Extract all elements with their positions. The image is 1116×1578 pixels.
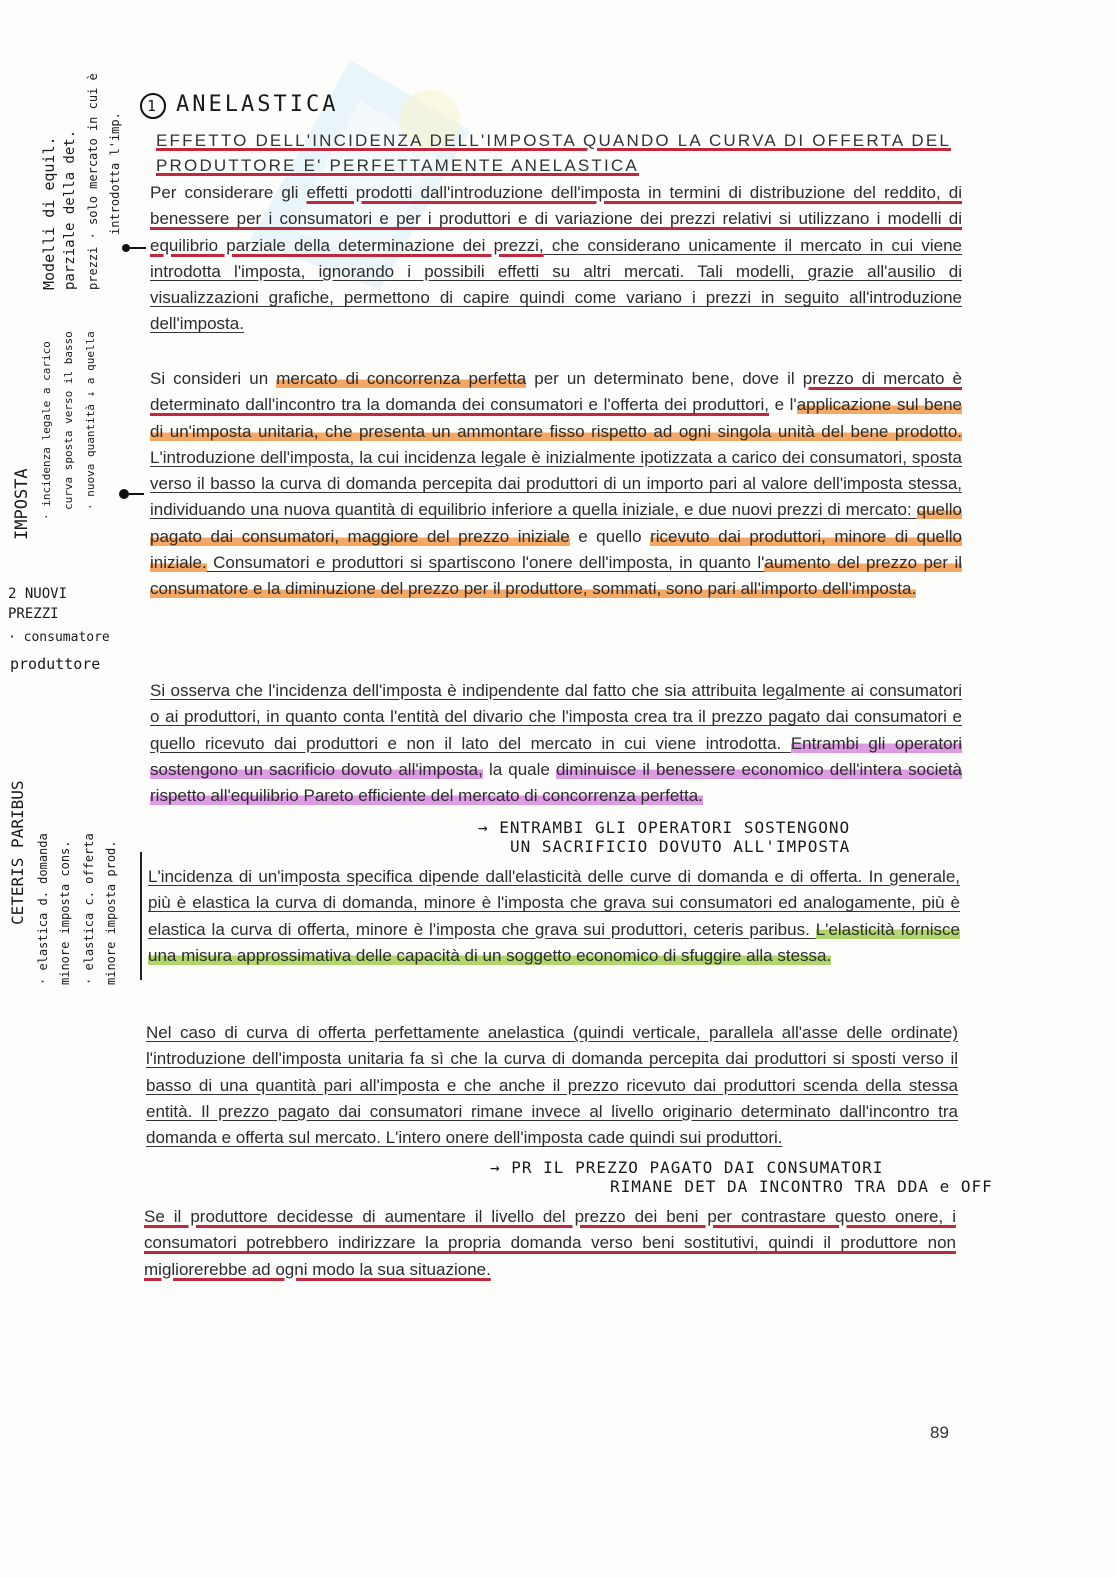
margin-note-consumatore: · consumatore	[8, 630, 110, 645]
p1-text-c: che considerano unicamente il mercato in cui viene introdotta l'imposta, ignorando i possibili effetti su altri mercati. Tali modelli, grazie all'ausilio di visualizzazioni grafiche, permettono di capire quindi come variano i prezzi in seguito all'introduzione dell'imposta.	[150, 235, 962, 334]
margin-note-top-1: Modelli di equil.	[40, 136, 58, 290]
margin-note-mid-4: · nuova quantità ↓ a quella	[84, 331, 97, 510]
margin-note-mid-2: · incidenza legale a carico	[40, 341, 53, 520]
p1-text-a: Per considerare gli	[150, 183, 307, 202]
paragraph-2	[150, 366, 962, 603]
margin-bracket	[140, 852, 142, 980]
paragraph-3	[150, 678, 962, 809]
p4-text-a: L'incidenza di un'imposta specifica dipende dall'elasticità delle curve di domanda e di offerta. In generale, più è elastica la curva di domanda, minore è l'imposta che grava sui consumatori ed analogamente, più è elastica la curva di offerta, minore è l'imposta che grava sui produttori, ceteris paribus.	[148, 867, 960, 939]
margin-note-nuovi: 2 NUOVI	[8, 586, 68, 602]
p3-text-a: Si osserva che l'incidenza dell'imposta è indipendente dal fatto che sia attribuita legalmente ai consumatori o ai produttori, in quanto conta l'entità del divario che l'imposta crea tra il prezzo pagato dai consumatori e quello ricevuto dai produttori e non il lato del mercato in cui viene introdotta.	[150, 681, 962, 753]
note-1-line-2: UN SACRIFICIO DOVUTO ALL'IMPOSTA	[510, 837, 851, 856]
margin-note-low-5: minore imposta prod.	[104, 840, 118, 985]
p2-highlight-l: aumento del prezzo per il consumatore e la diminuzione del prezzo per il produttore, sommati, sono pari all'importo dell'imposta.	[150, 553, 963, 599]
p5-text-a: Nel caso di curva di offerta perfettamente anelastica (quindi verticale, parallela all'asse delle ordinate) l'introduzione dell'imposta unitaria fa sì che la curva di domanda percepita dai produttori si sposti verso il basso di una quantità pari all'imposta e che anche il prezzo ricevuto dai produttori scenda della stessa entità. Il prezzo pagato dai consumatori rimane invece al livello originario determinato dall'incontro tra domanda e offerta sul mercato. L'intero onere dell'imposta cade quindi sui produttori.	[146, 1023, 958, 1148]
note-1-line-1: → ENTRAMBI GLI OPERATORI SOSTENGONO	[478, 818, 851, 837]
paragraph-5	[146, 1020, 958, 1151]
margin-note-prezzi: PREZZI	[8, 606, 59, 622]
page-number: 89	[930, 1423, 949, 1442]
note-2-line-1: → PR IL PREZZO PAGATO DAI CONSUMATORI	[490, 1158, 884, 1177]
p3-highlight-b: Entrambi gli operatori sostengono un sacrificio dovuto all'imposta,	[150, 733, 963, 779]
p6-text-b: quindi il produttore non migliorerebbe ad ogni modo la sua situazione.	[144, 1233, 956, 1279]
margin-note-ceteris: CETERIS PARIBUS	[8, 780, 27, 925]
arrow-icon	[116, 484, 146, 504]
section-title-text: EFFETTO DELL'INCIDENZA DELL'IMPOSTA QUANDO LA CURVA DI OFFERTA DEL PRODUTTORE E' PERFETTAMENTE ANELASTICA	[156, 131, 952, 175]
p2-text-a: Si consideri un	[150, 369, 277, 388]
handwritten-heading: ANELASTICA	[176, 92, 339, 117]
paragraph-1	[150, 180, 962, 338]
p1-highlight: effetti prodotti dall'introduzione dell'imposta in termini di distribuzione del reddito, di benessere per i consumatori e per i produttori e di variazione dei prezzi relativi si utilizzano i modelli di equilibrio parziale della determinazione dei prezzi,	[150, 183, 962, 255]
p2-text-c: per un determinato bene, dove il	[526, 369, 803, 388]
p2-text-e: e l'	[768, 395, 797, 415]
p2-highlight-b: mercato di concorrenza perfetta	[276, 369, 527, 388]
section-title	[156, 128, 968, 178]
margin-note-low-4: · elastica c. offerta	[82, 833, 96, 985]
section-heading	[140, 92, 338, 119]
p2-highlight-d: prezzo di mercato è determinato dall'incontro tra la domanda dei consumatori e l'offerta dei produttori,	[150, 369, 962, 415]
section-number: 1	[140, 93, 166, 119]
note-2-line-2: RIMANE DET DA INCONTRO TRA DDA e OFF	[610, 1177, 993, 1196]
p2-highlight-j: ricevuto dai produttori, minore di quello iniziale.	[150, 526, 962, 573]
paragraph-4	[148, 864, 960, 969]
p2-text-i: e quello	[569, 526, 651, 546]
p2-highlight-f: applicazione sul bene di un'imposta unitaria, che presenta un ammontare fisso rispetto ad ogni singola unità del bene prodotto.	[150, 395, 962, 441]
margin-note-imposta: IMPOSTA	[12, 468, 32, 540]
p3-text-c: la quale	[482, 759, 556, 779]
p3-highlight-d: diminuisce il benessere economico dell'intera società rispetto all'equilibrio Pareto efficiente del mercato di concorrenza perfetta.	[150, 759, 962, 806]
margin-note-top-2: parziale della det.	[62, 129, 78, 290]
handwritten-note-1	[478, 818, 850, 856]
handwritten-note-2	[490, 1158, 993, 1196]
margin-note-produttore: produttore	[10, 655, 101, 673]
paragraph-6	[144, 1204, 956, 1283]
p2-highlight-h: quello pagato dai consumatori, maggiore del prezzo iniziale	[150, 500, 962, 546]
margin-note-top-4: introdotta l'imp.	[108, 112, 122, 235]
p4-highlight-b: L'elasticità fornisce una misura approssimativa delle capacità di un soggetto economico di sfuggire alla stessa.	[148, 919, 960, 965]
margin-note-low-2: · elastica d. domanda	[36, 833, 50, 985]
arrow-icon	[118, 238, 148, 258]
margin-note-low-3: minore imposta cons.	[58, 840, 72, 985]
p2-text-g: L'introduzione dell'imposta, la cui incidenza legale è inizialmente ipotizzata a carico dei consumatori, sposta verso il basso la curva di domanda percepita dai produttori di un importo pari al valore dell'imposta stessa, individuando una nuova quantità di equilibrio inferiore a quella iniziale, e due nuovi prezzi di mercato:	[150, 447, 962, 520]
margin-note-mid-3: curva sposta verso il basso	[62, 331, 75, 510]
p6-highlight-a: Se il produttore decidesse di aumentare il livello del prezzo dei beni per contrastare questo onere, i consumatori potrebbero indirizzare la propria domanda verso beni sostitutivi,	[144, 1207, 956, 1253]
p2-text-k: Consumatori e produttori si spartiscono l'onere dell'imposta, in quanto l'	[206, 553, 765, 573]
margin-note-top-3: prezzi · solo mercato in cui è	[86, 73, 100, 290]
